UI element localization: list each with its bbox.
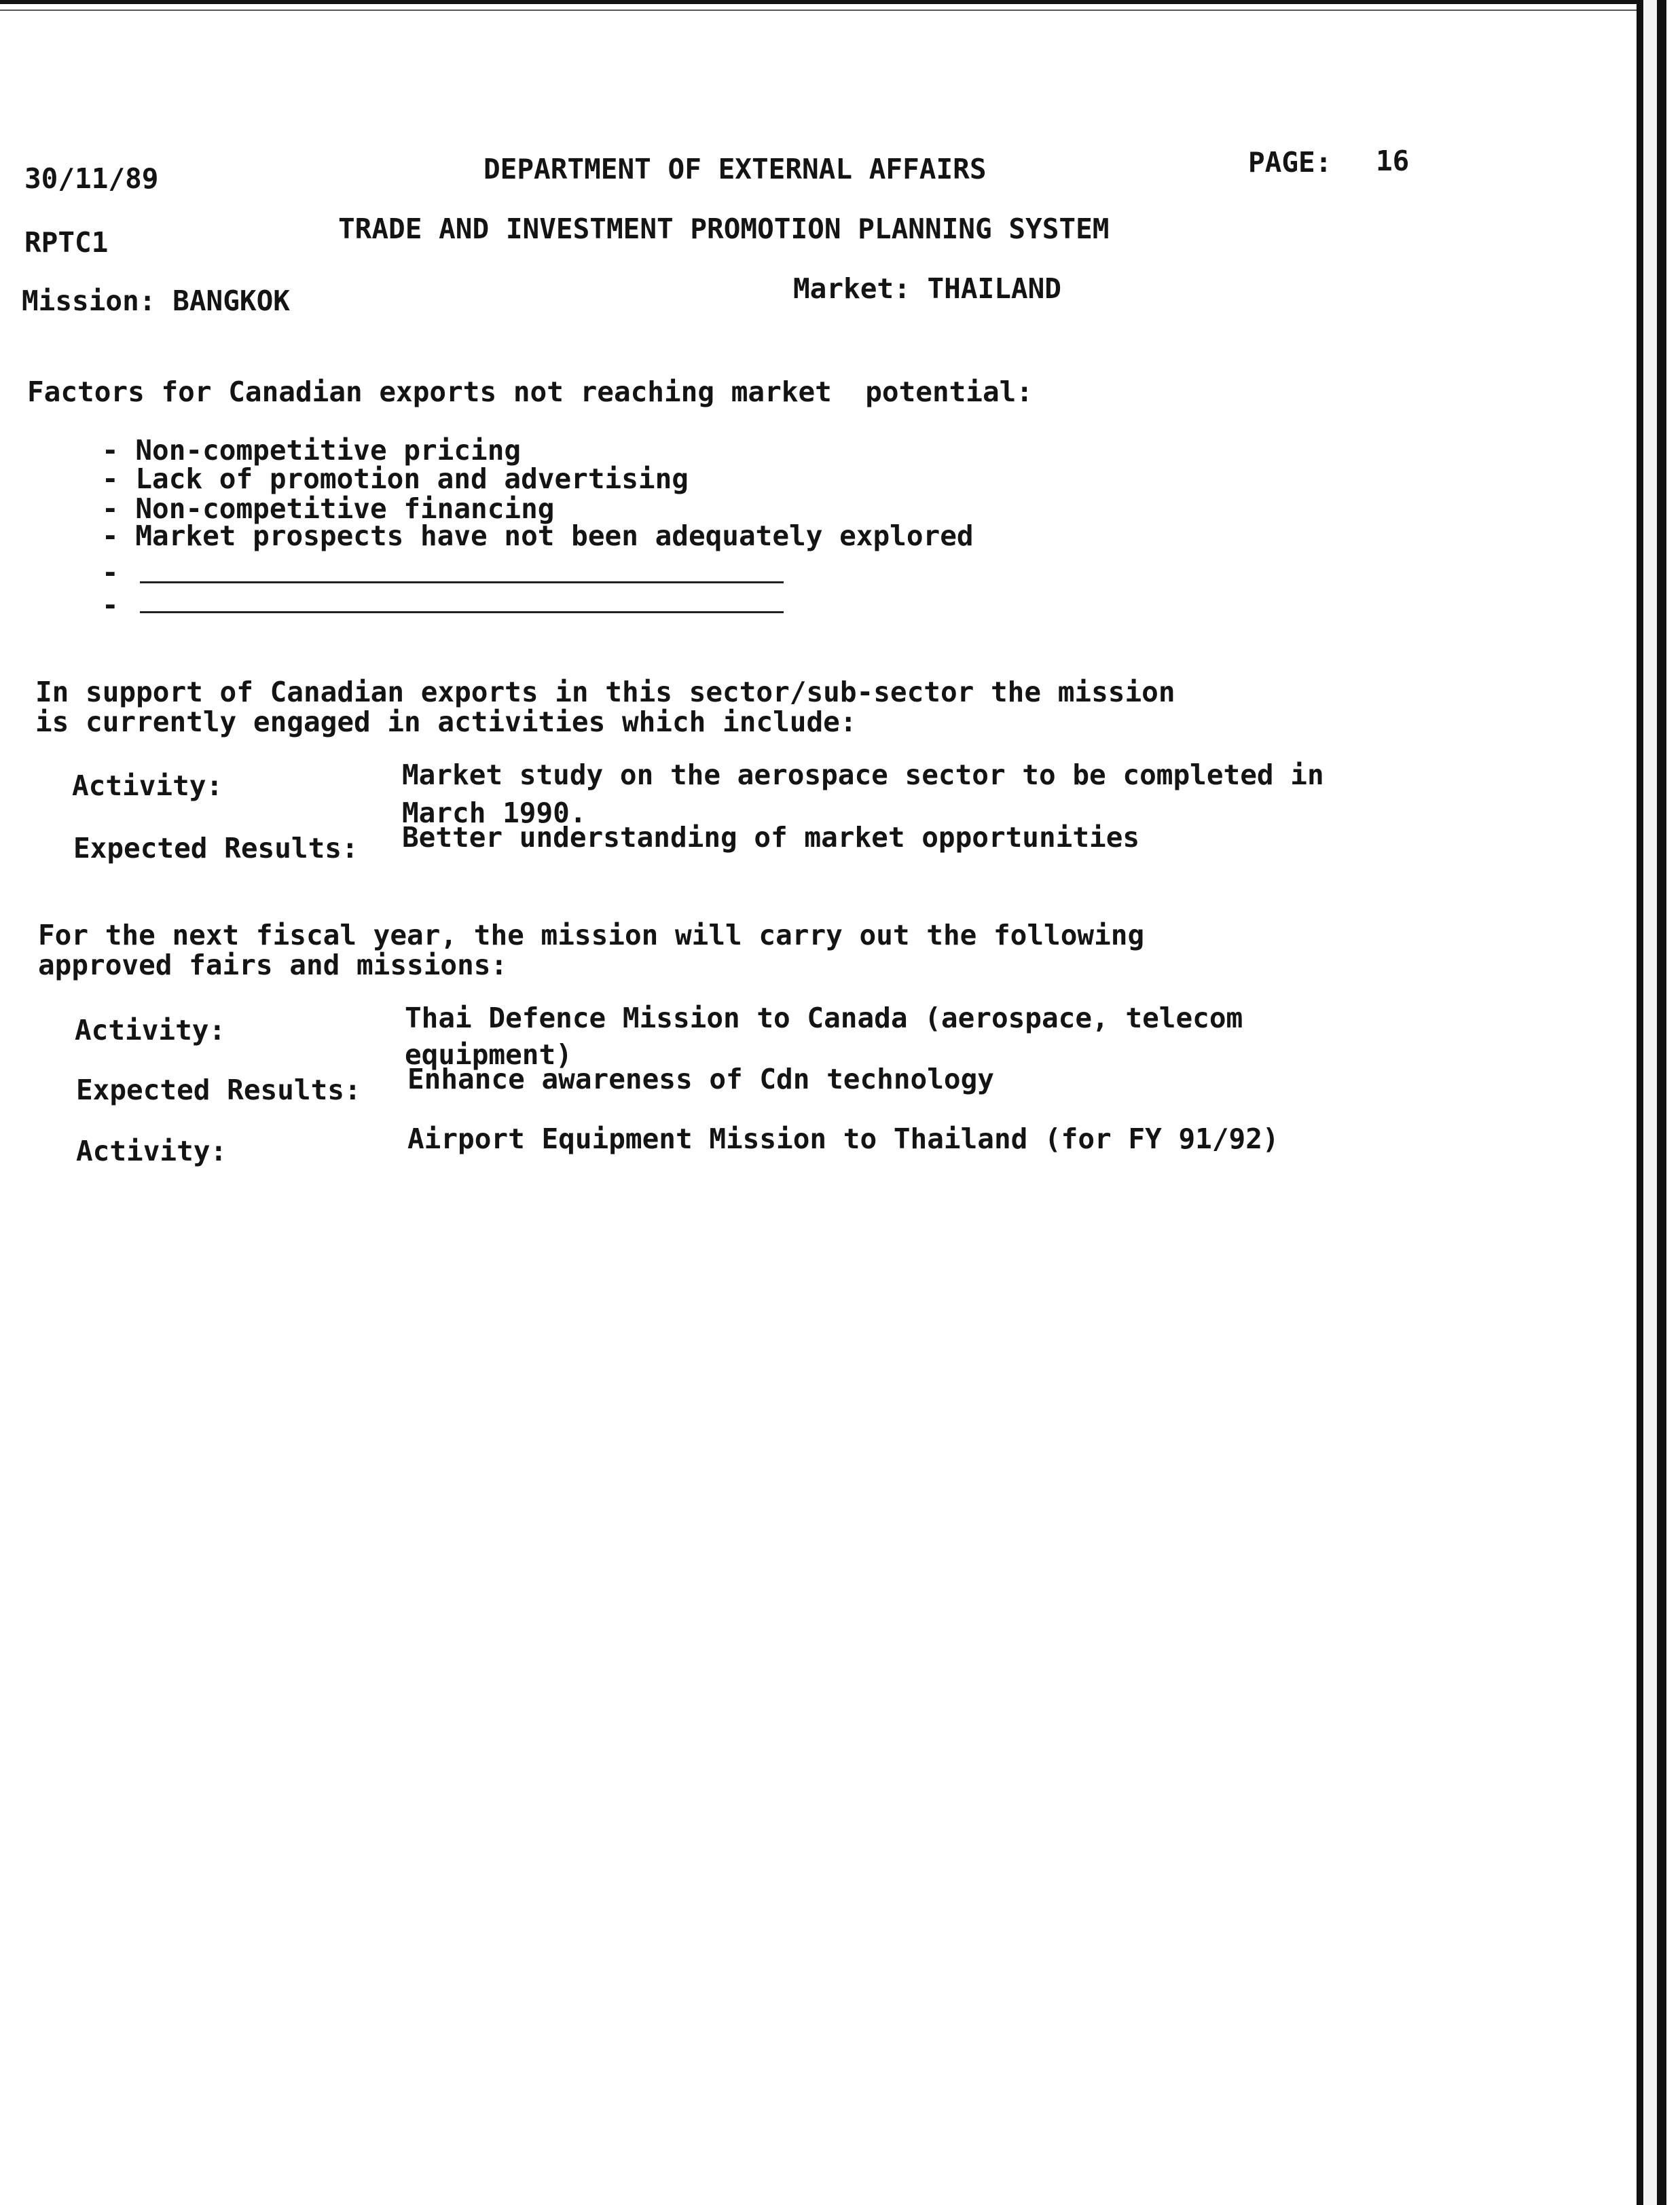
mission-field: Mission: BANGKOK [22,285,290,317]
activity-text-line2: March 1990. [402,797,587,829]
department-title: DEPARTMENT OF EXTERNAL AFFAIRS [483,153,987,185]
next-year-intro-line2: approved fairs and missions: [38,949,508,981]
blank-dash: - [102,556,119,589]
expected-results-text: Enhance awareness of Cdn technology [407,1063,994,1095]
factor-item: - Non-competitive pricing [102,434,522,467]
expected-results-label: Expected Results: [76,1074,361,1106]
activity-label: Activity: [72,769,223,802]
market-field: Market: THAILAND [793,272,1061,305]
right-border-gap [1643,0,1657,2205]
activity-text-line1: Market study on the aerospace sector to be completed in [402,759,1324,791]
right-border [1637,0,1643,2205]
report-code: RPTC1 [24,226,109,259]
right-border-outer [1657,0,1666,2205]
report-date: 30/11/89 [24,162,159,195]
activity-text-line1: Thai Defence Mission to Canada (aerospace, telecom [405,1002,1243,1034]
next-year-intro-line1: For the next fiscal year, the mission will carry out the following [38,919,1145,951]
page-number: 16 [1376,145,1410,177]
expected-results-text: Better understanding of market opportunities [402,821,1140,854]
support-intro-line2: is currently engaged in activities which include: [35,706,857,738]
activity-label: Activity: [76,1135,227,1167]
factor-item: - Non-competitive financing [102,492,555,525]
expected-results-label: Expected Results: [73,832,359,864]
system-title: TRADE AND INVESTMENT PROMOTION PLANNING SYSTEM [338,213,1110,245]
blank-line [140,581,784,583]
top-border [0,0,1637,4]
activity-text-line2: equipment) [405,1038,572,1071]
factors-heading: Factors for Canadian exports not reaching market potential: [27,376,1034,408]
factor-item: - Lack of promotion and advertising [102,462,689,495]
top-border-thin [0,10,1637,11]
support-intro-line1: In support of Canadian exports in this sector/sub-sector the mission [35,676,1175,708]
activity-text: Airport Equipment Mission to Thailand (for FY 91/92) [407,1123,1279,1155]
blank-line [140,611,784,613]
activity-label: Activity: [75,1014,226,1046]
blank-dash: - [102,589,119,621]
factor-item: - Market prospects have not been adequately explored [102,520,974,552]
page-label: PAGE: [1248,146,1332,179]
